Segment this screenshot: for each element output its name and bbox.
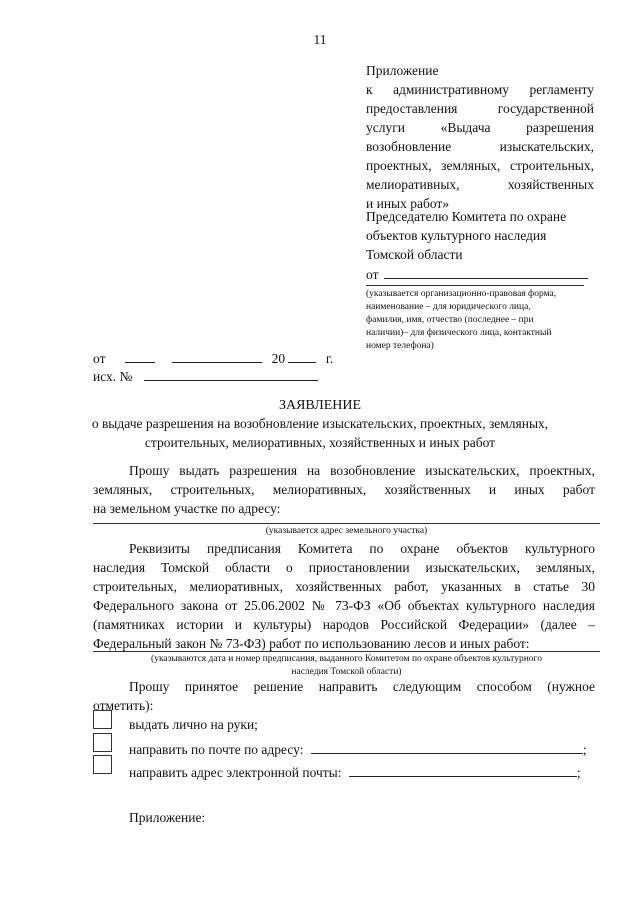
appendix-line: предоставления государственной <box>366 101 594 116</box>
delivery-option-post <box>129 739 587 759</box>
option-suffix: ; <box>576 765 581 780</box>
requisites-line: наследия Томской области о приостановлении изыскательских, земляных, <box>93 560 595 575</box>
delivery-email-checkbox[interactable] <box>93 755 112 774</box>
email-field[interactable] <box>349 762 577 777</box>
attachment-label: Приложение: <box>129 810 206 825</box>
addressee-block <box>366 207 594 284</box>
addressee-line: объектов культурного наследия <box>366 228 547 243</box>
hint-line: фамилия, имя, отчество (последнее – при <box>366 315 534 325</box>
year-prefix: 20 <box>271 351 286 366</box>
document-title: ЗАЯВЛЕНИЕ <box>278 398 362 413</box>
delivery-post-checkbox[interactable] <box>93 733 112 752</box>
requisites-hint-line: (указываются дата и номер предписания, выданного Комитетом по охране объектов культурного <box>151 654 542 664</box>
delivery-in-person-checkbox[interactable] <box>93 710 112 729</box>
addressee-line: Томской области <box>366 247 463 262</box>
address-field[interactable] <box>93 523 600 524</box>
option-label: направить адрес электронной почты: <box>129 765 342 780</box>
addressee-extra-line[interactable] <box>366 285 584 286</box>
request-line: Прошу выдать разрешения на возобновление изыскательских, проектных, <box>129 463 595 478</box>
delivery-option-email <box>129 762 581 782</box>
appendix-line: услуги «Выдача разрешения <box>366 120 594 135</box>
request-line: земляных, строительных, мелиоративных, хозяйственных и иных работ <box>93 482 595 497</box>
subtitle-line: строительных, мелиоративных, хозяйственных и иных работ <box>144 435 496 450</box>
appendix-block <box>366 61 594 213</box>
outgoing-label: исх. № <box>93 369 133 384</box>
delivery-line: Прошу принятое решение направить следующим способом (нужное <box>129 679 595 694</box>
appendix-line: возобновление изыскательских, <box>366 139 594 154</box>
date-from-label: от <box>93 351 106 366</box>
requisites-line: Федерального закона от 25.06.2002 № 73-ФЗ «Об объектах культурного наследия <box>93 598 595 613</box>
requisites-line: Федеральный закон № 73-ФЗ) работ по использованию лесов и иных работ: <box>93 636 530 651</box>
option-suffix: ; <box>582 742 587 757</box>
option-label: направить по почте по адресу: <box>129 742 304 757</box>
year-field[interactable] <box>288 348 316 363</box>
requisites-paragraph <box>93 539 595 653</box>
requisites-line: строительных, мелиоративных, хозяйственных работ, указанных в статье 30 <box>93 579 595 594</box>
addressee-from-row <box>366 264 594 284</box>
outgoing-row <box>93 366 333 386</box>
page-number: 11 <box>313 32 327 47</box>
requisites-field[interactable] <box>93 651 600 652</box>
appendix-line: и иных работ» <box>366 196 450 211</box>
addressee-hint <box>366 288 594 353</box>
addressee-line: Председателю Комитета по охране <box>366 209 567 224</box>
address-hint: (указывается адрес земельного участка) <box>265 526 428 536</box>
date-row <box>93 348 353 368</box>
request-paragraph <box>93 461 595 518</box>
day-field[interactable] <box>125 348 155 363</box>
option-label: выдать лично на руки; <box>129 717 258 732</box>
outgoing-number-field[interactable] <box>144 366 318 381</box>
requisites-line: Реквизиты предписания Комитета по охране объектов культурного <box>129 541 595 556</box>
hint-line: (указывается организационно-правовая форма, <box>366 289 557 299</box>
month-field[interactable] <box>172 348 262 363</box>
hint-line: наименование – для юридического лица, <box>366 302 531 312</box>
post-address-field[interactable] <box>311 739 583 754</box>
year-suffix: г. <box>325 351 334 366</box>
addressee-from-label: от <box>366 267 379 282</box>
hint-line: номер телефона) <box>366 341 434 351</box>
requisites-hint-line: наследия Томской области) <box>291 667 402 677</box>
appendix-line: мелиоративных, хозяйственных <box>366 177 594 192</box>
appendix-line: Приложение <box>366 63 439 78</box>
requisites-hint <box>93 653 600 679</box>
appendix-line: к административному регламенту <box>366 82 594 97</box>
delivery-option-in-person <box>129 715 258 734</box>
requisites-line: (памятниках истории и культуры) народов Российской Федерации» (далее – <box>93 617 595 632</box>
hint-line: наличии)– для физического лица, контактный <box>366 328 552 338</box>
document-subtitle <box>40 414 600 452</box>
subtitle-line: о выдаче разрешения на возобновление изыскательских, проектных, земляных, <box>91 416 549 431</box>
request-line: на земельном участке по адресу: <box>93 501 281 516</box>
appendix-line: проектных, земляных, строительных, <box>366 158 594 173</box>
delivery-line: отметить): <box>93 698 154 713</box>
delivery-paragraph <box>93 677 595 715</box>
addressee-from-field[interactable] <box>384 264 588 279</box>
